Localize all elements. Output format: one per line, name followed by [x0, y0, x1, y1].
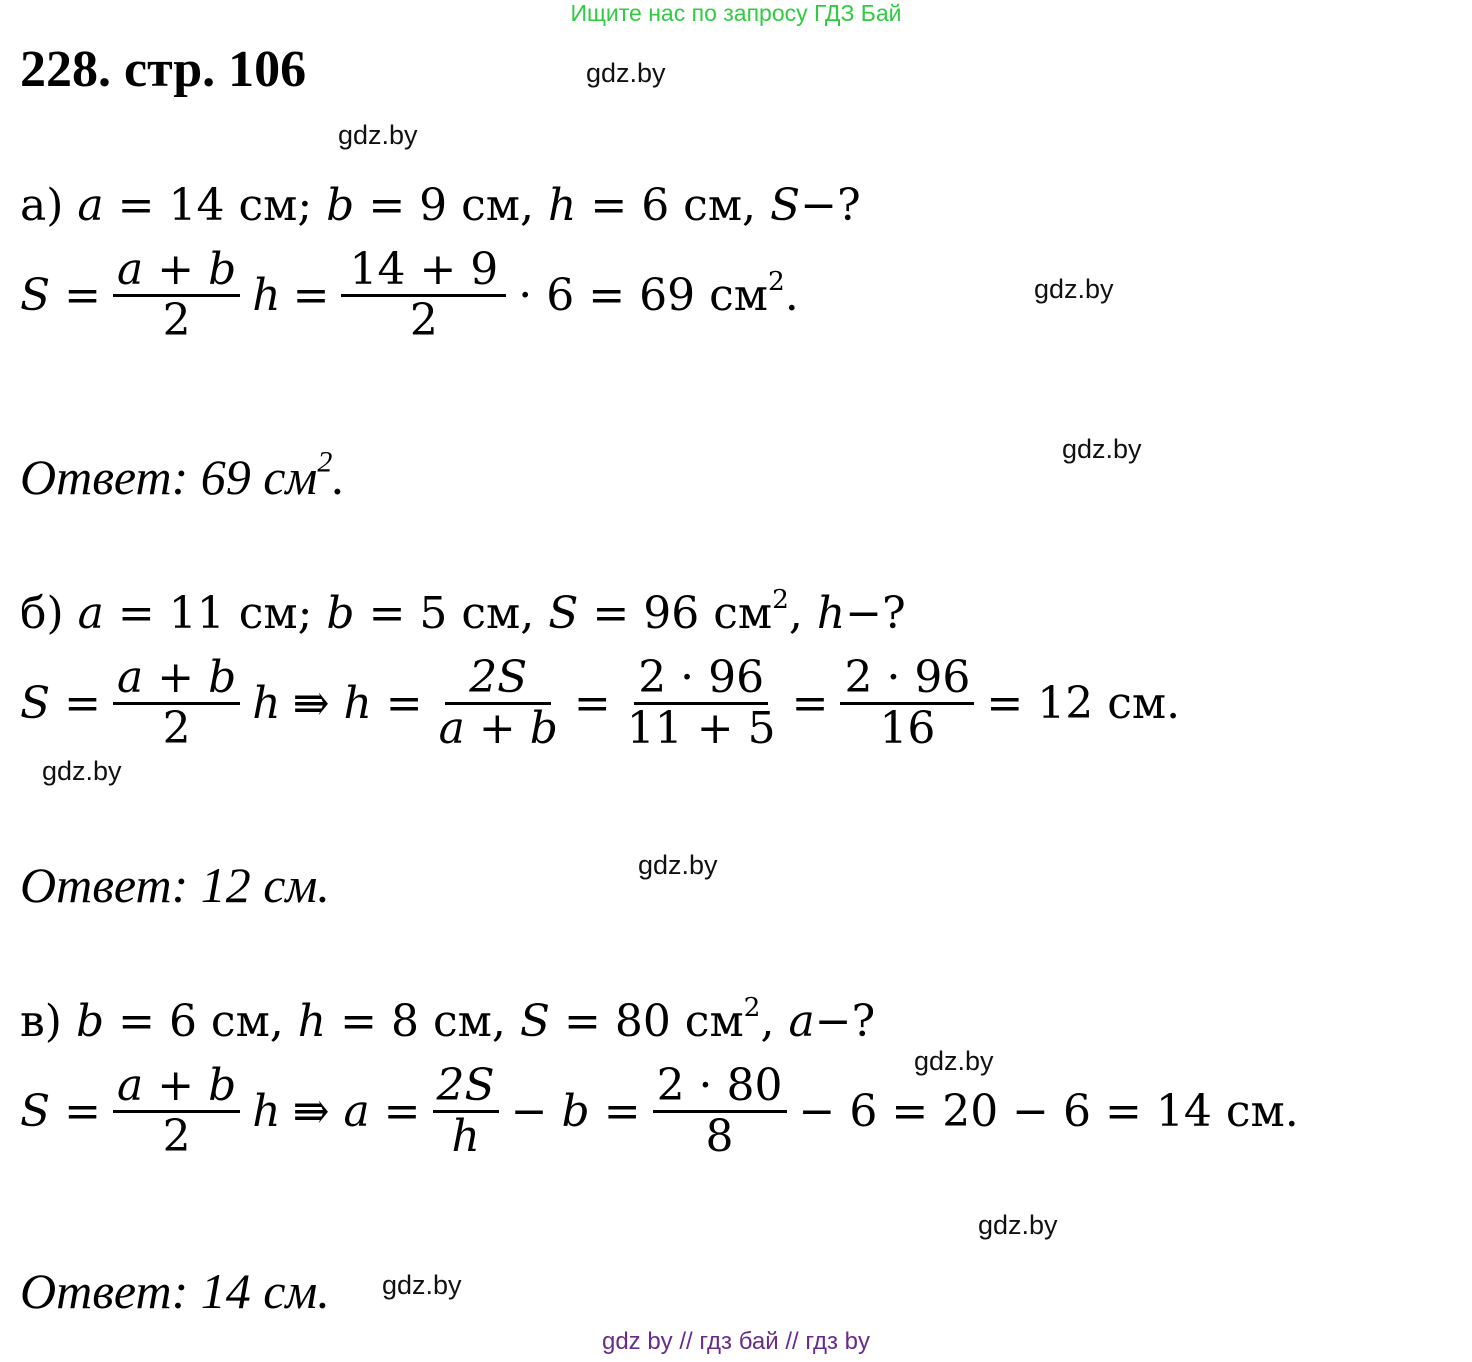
page-title: 228. стр. 106: [20, 41, 307, 98]
fraction: $\frac{a + b}{2}$: [113, 1062, 240, 1160]
fraction: $\frac{2S}{a + b}$: [438, 652, 558, 754]
watermark: gdz.by: [638, 850, 718, 880]
watermark: gdz.by: [586, 58, 666, 88]
watermark: gdz.by: [42, 756, 122, 786]
watermark: gdz.by: [978, 1210, 1058, 1240]
answer-a: Ответ: 69 $см^2$.: [20, 445, 345, 505]
part-a-formula: S = $\frac{a + b}{2}$ h = $\frac{14 + 9}{2}$ · 6 = 69 $см^2$.: [20, 244, 799, 346]
fraction: $\frac{14 + 9}{2}$: [341, 246, 506, 344]
watermark: gdz.by: [914, 1046, 994, 1076]
part-b-given: б) a = 11 см; b = 5 см, S = 96 $см^2$, h−?: [20, 584, 906, 639]
fraction: $\frac{a + b}{2}$: [113, 246, 240, 344]
search-banner[interactable]: Ищите нас по запросу ГДЗ Бай: [570, 0, 902, 26]
fraction: $\frac{a + b}{2}$: [113, 654, 240, 752]
part-v-formula: S = $\frac{a + b}{2}$ h ⇛ a = $\frac{2S}{h}$ − b = $\frac{2 \cdot 80}{8}$ − 6 = 20 − 6 = 14 см.: [20, 1060, 1299, 1162]
part-b-formula: S = $\frac{a + b}{2}$ h ⇛ h = $\frac{2S}{a + b}$ = $\frac{2 \cdot 96}{11 + 5}$ = $\frac{2 \cdot 96}{16}$ = 12 см.: [20, 652, 1181, 754]
fraction: $\frac{2 \cdot 96}{16}$: [840, 654, 974, 752]
watermark: gdz.by: [1034, 274, 1114, 304]
fraction: $\frac{2S}{h}$: [433, 1062, 499, 1160]
fraction: $\frac{2 \cdot 96}{11 + 5}$: [626, 652, 776, 754]
fraction: $\frac{2 \cdot 80}{8}$: [653, 1062, 787, 1160]
footer-links[interactable]: gdz by // гдз бай // гдз by: [601, 1328, 871, 1355]
part-v-given: в) b = 6 см, h = 8 см, S = 80 $см^2$, a−?: [20, 992, 876, 1047]
watermark: gdz.by: [1062, 434, 1142, 464]
watermark: gdz.by: [338, 120, 418, 150]
part-a-given: а) a = 14 см; b = 9 см, h = 6 см, S−?: [20, 180, 861, 231]
watermark: gdz.by: [382, 1270, 462, 1300]
answer-v: Ответ: 14 см.: [20, 1263, 330, 1319]
answer-b: Ответ: 12 см.: [20, 857, 330, 913]
